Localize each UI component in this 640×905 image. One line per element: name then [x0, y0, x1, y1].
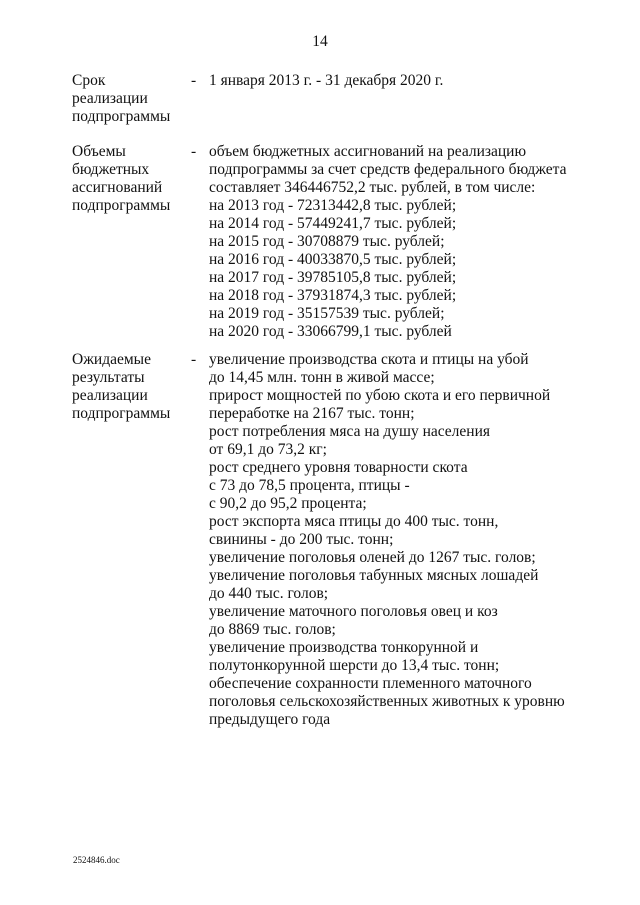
- results-content-line: прирост мощностей по убою скота и его первичной: [209, 387, 551, 404]
- results-content: [209, 351, 589, 729]
- budget-content-line: составляет 346446752,2 тыс. рублей, в том числе:: [209, 179, 536, 196]
- results-content-line: увеличение маточного поголовья овец и коз: [209, 603, 498, 620]
- results-content-line: с 73 до 78,5 процента, птицы -: [209, 477, 410, 494]
- period-label-line: подпрограммы: [72, 108, 171, 125]
- results-content-line: до 14,45 млн. тонн в живой массе;: [209, 369, 435, 386]
- results-content-line: поголовья сельскохозяйственных животных к уровню: [209, 693, 565, 710]
- results-content-line: рост среднего уровня товарности скота: [209, 459, 468, 476]
- results-content-line: до 8869 тыс. голов;: [209, 621, 336, 638]
- budget-content-line: на 2018 год - 37931874,3 тыс. рублей;: [209, 287, 457, 304]
- budget-label-line: Объемы: [72, 143, 126, 160]
- results-content-line: увеличение поголовья оленей до 1267 тыс. голов;: [209, 549, 536, 566]
- budget-label-line: бюджетных: [72, 161, 150, 178]
- results-content-line: рост потребления мяса на душу населения: [209, 423, 491, 440]
- results-content-line: предыдущего года: [209, 711, 331, 728]
- budget-label-line: подпрограммы: [72, 197, 171, 214]
- period-label-line: реализации: [72, 90, 148, 107]
- budget-content-line: подпрограммы за счет средств федерального бюджета: [209, 161, 567, 178]
- budget-content-line: на 2015 год - 30708879 тыс. рублей;: [209, 233, 445, 250]
- budget-content-line: на 2017 год - 39785105,8 тыс. рублей;: [209, 269, 457, 286]
- results-content-line: от 69,1 до 73,2 кг;: [209, 441, 327, 458]
- period-dash: -: [191, 72, 197, 89]
- results-label-line: подпрограммы: [72, 405, 171, 422]
- budget-content: [209, 143, 589, 341]
- document-id: 2524846.doc: [73, 855, 120, 865]
- results-content-line: обеспечение сохранности племенного маточного: [209, 675, 532, 692]
- period-content-line: 1 января 2013 г. - 31 декабря 2020 г.: [209, 72, 444, 89]
- budget-dash: -: [191, 143, 197, 160]
- results-content-line: увеличение производства скота и птицы на убой: [209, 351, 529, 368]
- results-label-line: реализации: [72, 387, 148, 404]
- results-dash: -: [191, 351, 197, 368]
- period-label-line: Срок: [72, 72, 106, 89]
- budget-label-line: ассигнований: [72, 179, 163, 196]
- page-number: 14: [312, 33, 328, 50]
- results-content-line: с 90,2 до 95,2 процента;: [209, 495, 367, 512]
- budget-content-line: на 2016 год - 40033870,5 тыс. рублей;: [209, 251, 457, 268]
- results-label: [72, 351, 192, 423]
- period-label: [72, 72, 192, 126]
- results-content-line: полутонкорунной шерсти до 13,4 тыс. тонн;: [209, 657, 500, 674]
- budget-label: [72, 143, 192, 215]
- results-label-line: результаты: [72, 369, 145, 386]
- budget-content-line: на 2014 год - 57449241,7 тыс. рублей;: [209, 215, 457, 232]
- budget-content-line: на 2019 год - 35157539 тыс. рублей;: [209, 305, 445, 322]
- results-content-line: до 440 тыс. голов;: [209, 585, 329, 602]
- budget-content-line: на 2020 год - 33066799,1 тыс. рублей: [209, 323, 452, 340]
- budget-content-line: объем бюджетных ассигнований на реализацию: [209, 143, 527, 160]
- results-content-line: переработке на 2167 тыс. тонн;: [209, 405, 415, 422]
- results-content-line: рост экспорта мяса птицы до 400 тыс. тонн,: [209, 513, 499, 530]
- period-content: [209, 72, 589, 90]
- results-content-line: увеличение поголовья табунных мясных лошадей: [209, 567, 539, 584]
- budget-content-line: на 2013 год - 72313442,8 тыс. рублей;: [209, 197, 457, 214]
- results-content-line: увеличение производства тонкорунной и: [209, 639, 479, 656]
- results-label-line: Ожидаемые: [72, 351, 151, 368]
- results-content-line: свинины - до 200 тыс. тонн;: [209, 531, 394, 548]
